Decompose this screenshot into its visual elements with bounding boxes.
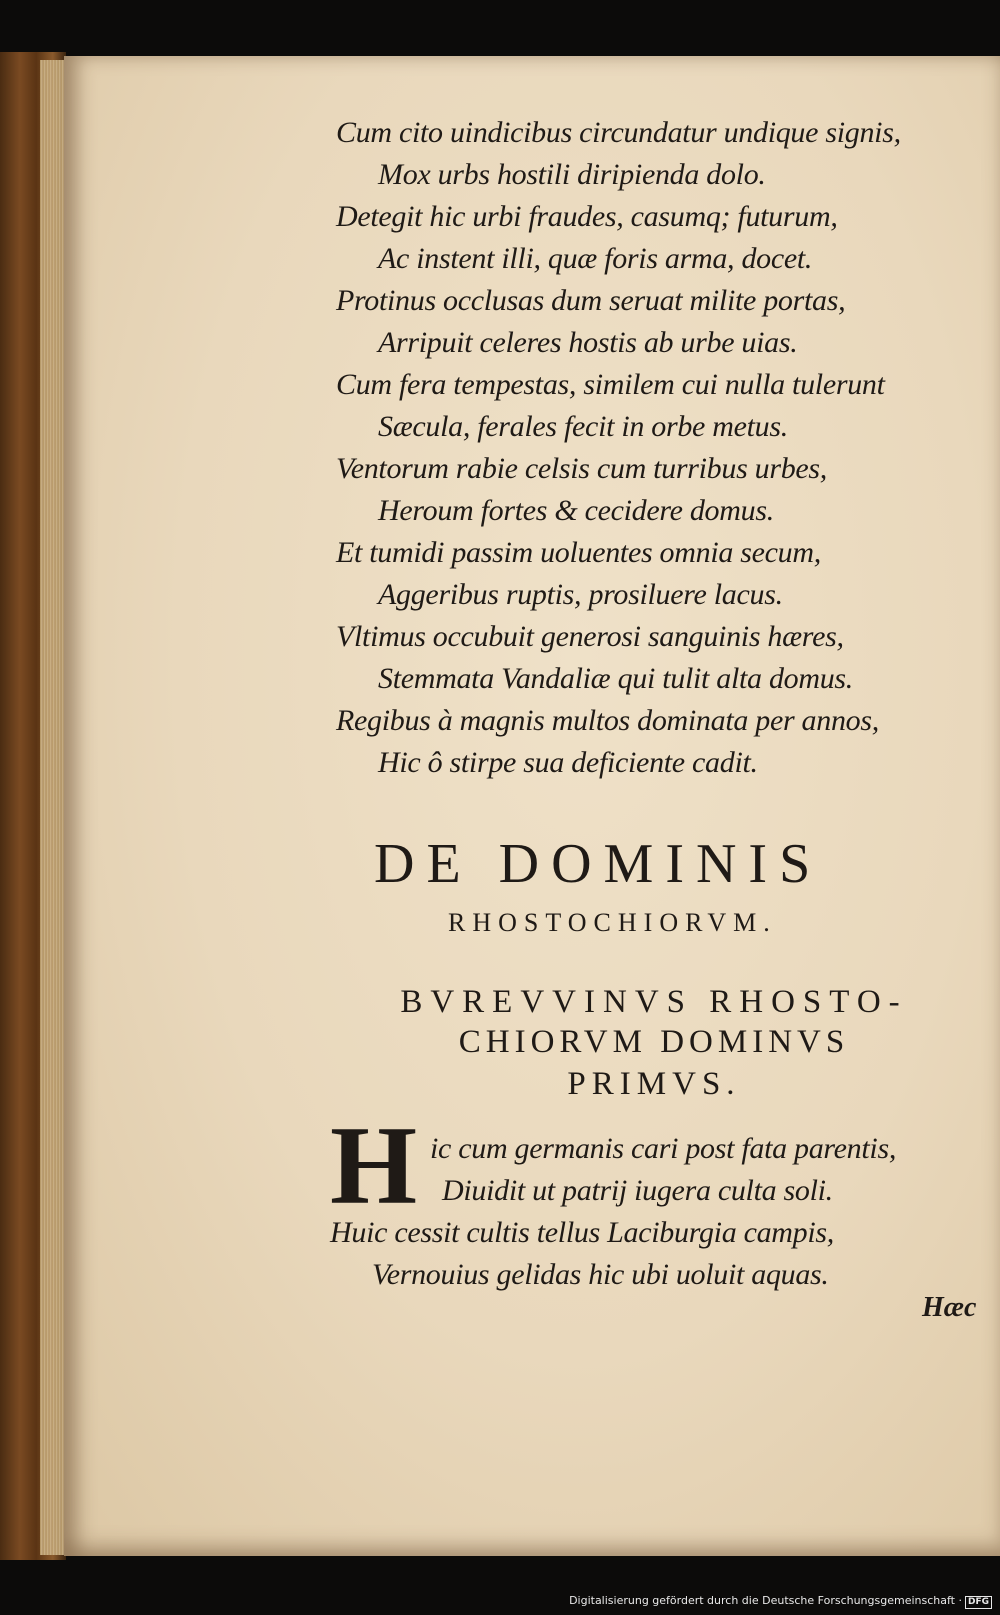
verse-line: Vernouius gelidas hic ubi uoluit aquas.	[372, 1258, 829, 1291]
page-edges	[40, 60, 66, 1555]
verse-line: Cum fera tempestas, similem cui nulla tulerunt	[336, 368, 885, 401]
page-text	[64, 56, 1000, 1556]
verse-line: Mox urbs hostili diripienda dolo.	[378, 158, 766, 191]
verse-line: Vltimus occubuit generosi sanguinis hæres,	[336, 620, 844, 653]
dfg-logo: DFG	[965, 1596, 992, 1609]
verse-line: Regibus à magnis multos dominata per annos,	[336, 704, 879, 737]
credit-text: Digitalisierung gefördert durch die Deutsche Forschungsgemeinschaft ·	[569, 1594, 962, 1607]
verse-line: Arripuit celeres hostis ab urbe uias.	[378, 326, 798, 359]
verse-line: Et tumidi passim uoluentes omnia secum,	[336, 536, 821, 569]
section-heading: DE DOMINIS	[374, 833, 823, 895]
section-subheading: RHOSTOCHIORVM.	[448, 908, 777, 937]
verse-line: Stemmata Vandaliæ qui tulit alta domus.	[378, 662, 853, 695]
chapter-title-line: BVREVVINVS RHOSTO-	[400, 984, 908, 1020]
drop-cap-initial: H	[330, 1104, 418, 1228]
verse-line: Ac instent illi, quæ foris arma, docet.	[378, 242, 813, 275]
verse-line: ic cum germanis cari post fata parentis,	[430, 1132, 897, 1165]
chapter-title-line: PRIMVS.	[567, 1066, 741, 1102]
verse-line: Sæcula, ferales fecit in orbe metus.	[378, 410, 788, 443]
verse-line: Cum cito uindicibus circundatur undique signis,	[336, 116, 901, 149]
catchword: Hæc	[922, 1292, 977, 1323]
book-page	[64, 56, 1000, 1556]
verse-line: Diuidit ut patrij iugera culta soli.	[442, 1174, 833, 1207]
verse-line: Ventorum rabie celsis cum turribus urbes,	[336, 452, 828, 485]
verse-line: Aggeribus ruptis, prosiluere lacus.	[378, 578, 783, 611]
verse-line: Huic cessit cultis tellus Laciburgia campis,	[330, 1216, 834, 1249]
verse-line: Detegit hic urbi fraudes, casumq; futurum,	[336, 200, 838, 233]
verse-line: Heroum fortes & cecidere domus.	[378, 494, 774, 527]
chapter-title-line: CHIORVM DOMINVS	[458, 1024, 850, 1060]
verse-line: Protinus occlusas dum seruat milite portas,	[336, 284, 846, 317]
verse-line: Hic ô stirpe sua deficiente cadit.	[378, 746, 758, 779]
digitization-credit	[569, 1594, 992, 1609]
